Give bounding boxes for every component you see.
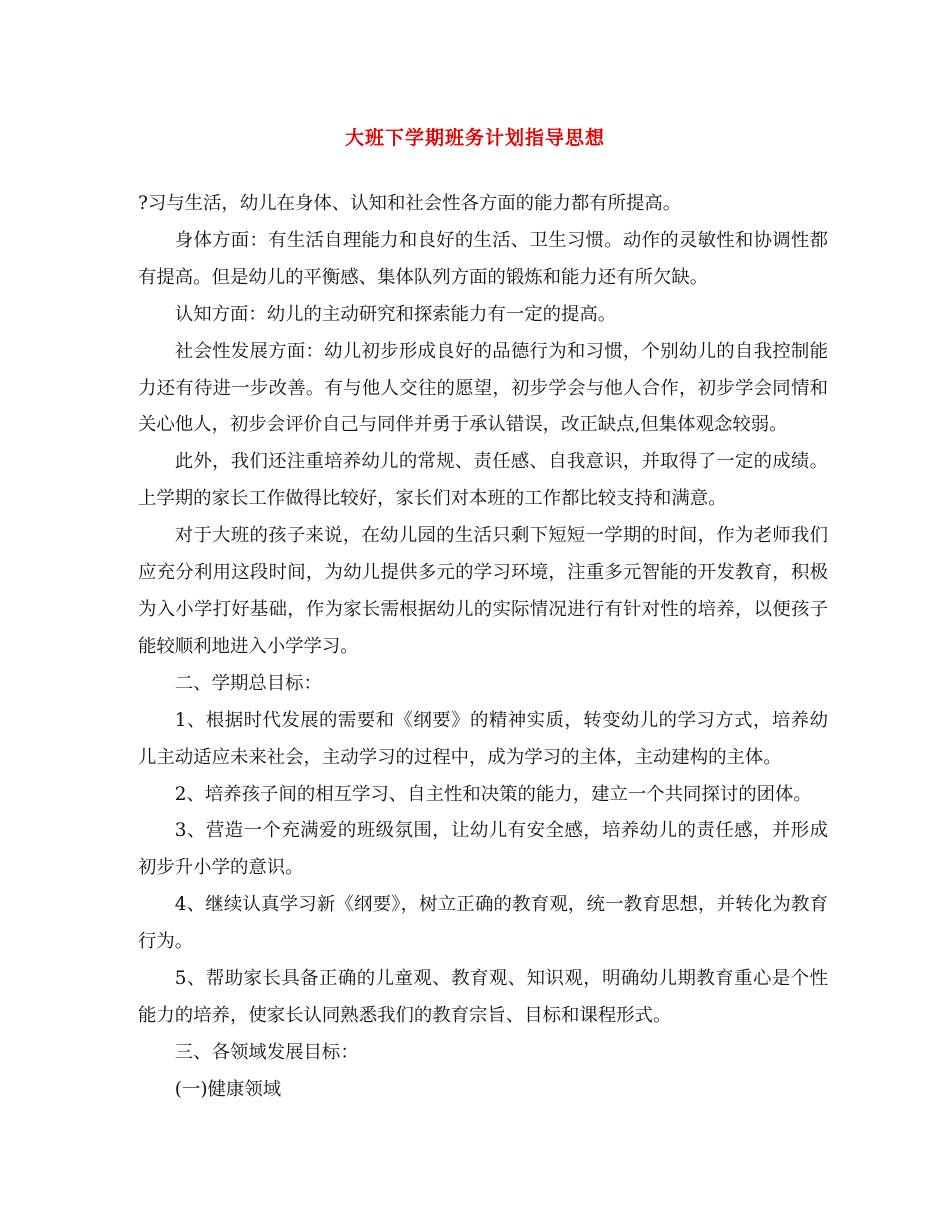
goal-item-4: 4、继续认真学习新《纲要》，树立正确的教育观，统一教育思想，并转化为教育行为。 [138,894,828,953]
subsection-heading-health: (一)健康领域 [174,1078,282,1100]
document-title: 大班下学期班务计划指导思想 [344,127,605,149]
goal-item-1: 1、根据时代发展的需要和《纲要》的精神实质，转变幼儿的学习方式，培养幼儿主动适应未来社会，主动学习的过程中，成为学习的主体，主动建构的主体。 [138,709,828,768]
paragraph-habits: 此外，我们还注重培养幼儿的常规、责任感、自我意识，并取得了一定的成绩。上学期的家长工作做得比较好，家长们对本班的工作都比较支持和满意。 [138,451,828,510]
goal-item-2: 2、培养孩子间的相互学习、自主性和决策的能力，建立一个共同探讨的团体。 [174,783,812,805]
section-heading-domain-goals: 三、各领域发展目标： [174,1041,359,1063]
goal-item-3: 3、营造一个充满爱的班级氛围，让幼儿有安全感，培养幼儿的责任感，并形成初步升小学的意识。 [138,820,828,879]
paragraph-social: 社会性发展方面：幼儿初步形成良好的品德行为和习惯，个别幼儿的自我控制能力还有待进一步改善。有与他人交往的愿望，初步学会与他人合作，初步学会同情和关心他人，初步会评价自己与同伴并勇于承认错误，改正缺点,但集体观念较弱。 [138,340,828,436]
paragraph-cognitive: 认知方面：幼儿的主动研究和探索能力有一定的提高。 [174,303,617,325]
paragraph-physical: 身体方面：有生活自理能力和良好的生活、卫生习惯。动作的灵敏性和协调性都有提高。但是幼儿的平衡感、集体队列方面的锻炼和能力还有所欠缺。 [138,229,828,288]
section-heading-semester-goals: 二、学期总目标： [174,672,322,694]
paragraph-continuation: ?习与生活，幼儿在身体、认知和社会性各方面的能力都有所提高。 [138,193,682,214]
document-body [138,186,828,1109]
paragraph-final-semester: 对于大班的孩子来说，在幼儿园的生活只剩下短短一学期的时间，作为老师我们应充分利用这段时间，为幼儿提供多元的学习环境，注重多元智能的开发教育，积极为入小学打好基础，作为家长需根据幼儿的实际情况进行有针对性的培养，以便孩子能较顺利地进入小学学习。 [138,525,828,657]
goal-item-5: 5、帮助家长具备正确的儿童观、教育观、知识观，明确幼儿期教育重心是个性能力的培养，使家长认同熟悉我们的教育宗旨、目标和课程形式。 [138,968,828,1026]
